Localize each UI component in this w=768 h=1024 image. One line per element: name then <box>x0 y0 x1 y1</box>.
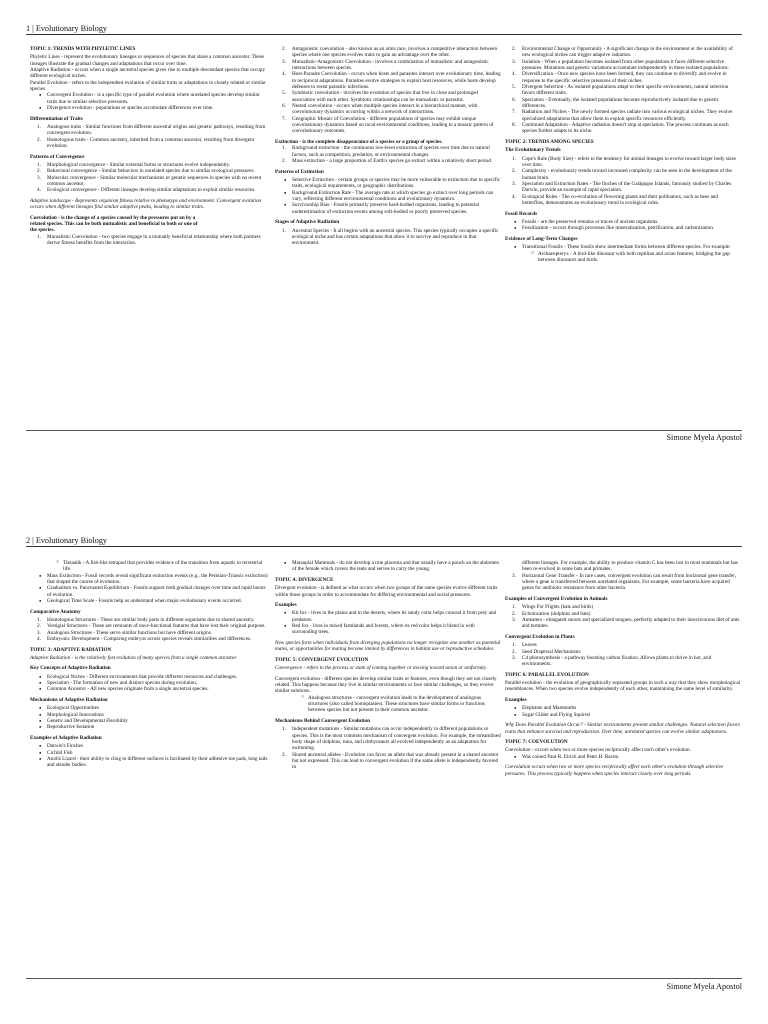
bullet-icon: ● <box>39 585 42 591</box>
list-item-text: Complexity - evolutionary trends toward increased complexity can be seen in the development of the human brain. <box>522 168 732 181</box>
list-item <box>30 598 270 604</box>
list-item <box>30 573 270 586</box>
list-item-text: Common Ancestor - All new species originate from a single ancestral species. <box>47 686 209 693</box>
list-item <box>275 116 501 135</box>
list-number: 7. <box>282 115 286 122</box>
list-item <box>275 103 501 116</box>
section-heading: The Evolutionary Trends <box>505 147 561 154</box>
list-item-text: Divergent Selection - As isolated populations adapt to their specific environments, natural selection favors different traits. <box>522 84 729 97</box>
list-item-text: Ancestral Species - It all begins with an ancestral species. This species typically occupies a specific ecological niche and has certain adaptations that allow it to survive and reproduce in that environment. <box>292 227 499 247</box>
list-number: 6. <box>282 103 286 110</box>
paragraph-line: Coevolution - is the change of a species caused by the pressures put on by a <box>30 214 196 221</box>
list-item-text: Speciation - Eventually, the isolated populations become reproductively isolated due to genetic differences. <box>522 96 720 110</box>
list-item <box>30 105 270 111</box>
bullet-list <box>275 560 501 573</box>
list-item-text: Mutualistic Coevolution - two species engage in a mutually beneficial relationship where both partners derive fitness benefits from the interaction. <box>47 233 261 247</box>
list-item <box>505 109 741 122</box>
section-heading: TOPIC 7: COEVOLUTION <box>505 739 568 746</box>
list-item <box>275 71 501 90</box>
list-number: 2. <box>512 46 516 52</box>
list-number: 1. <box>37 123 41 130</box>
list-item-text: Shared ancestral alleles - Evolution can favor an allele that was already present in a shared ancestor but not expressed. This can lead to convergent evolution if the same allele is independently favored in <box>292 751 499 771</box>
bullet-icon: ● <box>39 686 42 692</box>
list-item <box>275 560 501 573</box>
list-item <box>505 194 741 207</box>
bullet-icon: ○ <box>531 250 535 256</box>
paragraph-line: the species. <box>30 227 55 234</box>
list-number: 1. <box>37 233 41 240</box>
page-header: 1 | Evolutionary Biology <box>26 24 742 35</box>
section-heading: Examples of Adaptive Radiation <box>30 734 102 741</box>
page-footer: Simone Myela Apostol <box>666 433 742 442</box>
paragraph-line: different lineages. For example, the ability to produce vitamin C has been lost in most mammals but has been re-evolved in some bats and primates. <box>522 560 738 573</box>
list-item <box>30 724 270 730</box>
section-heading: Fossil Records <box>505 210 538 217</box>
list-number: 1. <box>37 161 41 168</box>
paragraph <box>505 680 741 693</box>
list-number: 3. <box>512 572 516 579</box>
bullet-list <box>30 560 270 573</box>
list-item <box>30 585 270 598</box>
bullet-list <box>505 705 741 718</box>
list-number: 1. <box>282 227 286 234</box>
list-number: 4. <box>282 71 286 78</box>
section-heading: Examples of Convergent Evolution in Animals <box>505 595 608 602</box>
list-item-text: Mutualistic-Antagonistic Coevolution - involves a combination of mutualistic and antagonistic interactions between species. <box>292 58 489 72</box>
list-item-text: Transitional Fossils - These fossils show intermediate forms between different species. For example: <box>522 244 731 251</box>
list-item-text: Marsupial Mammals - do not develop a true placenta and that usually have a pouch on the abdomen of the female which covers the teats and serves to carry the young. <box>292 560 500 573</box>
list-item <box>505 156 741 169</box>
list-item <box>275 158 501 164</box>
list-number: 3. <box>512 616 516 623</box>
list-item <box>30 756 270 769</box>
section-heading: Key Concepts of Adaptive Radiation <box>30 665 111 672</box>
list-number: 4. <box>512 193 516 200</box>
section-heading: TOPIC 1: TRENDS WITH PHYLETIC LINES <box>30 46 136 52</box>
page-footer: Simone Myela Apostol <box>666 982 742 991</box>
bullet-icon: ● <box>514 225 517 231</box>
list-item-text: Ecological Niches - Different environments that provide different resources and challenges. <box>47 673 238 680</box>
list-number: 4. <box>37 635 41 642</box>
list-item-text: Speciation and Extinction Rates - The finches of the Galápagos Islands, famously studied by Charles Darwin, provide an example of rapid speciation. <box>522 181 732 194</box>
column-2 <box>275 46 501 251</box>
bullet-list <box>505 251 741 264</box>
list-item-text: Cope's Rule (Body Size) - refers to the tendency for animal lineages to evolve toward larger body sizes over time. <box>522 155 736 169</box>
list-item <box>505 168 741 181</box>
list-item <box>30 124 270 137</box>
bullet-icon: ○ <box>56 560 60 565</box>
list-item-text: Behavioral convergence - Similar behaviors in unrelated species due to similar ecological pressures. <box>47 168 255 175</box>
bullet-icon: ○ <box>301 694 305 700</box>
list-item <box>505 712 741 718</box>
list-item-text: Anolis Lizard - their ability to cling to different surfaces is facilitated by their adhesive toe pads, long tails and slender bodies. <box>47 755 268 769</box>
list-item <box>505 71 741 84</box>
list-item <box>275 695 501 714</box>
list-number: 6. <box>512 96 516 103</box>
section-heading: Comparative Anatomy <box>30 608 81 615</box>
list-item-text: Fossils - are the preserved remains or traces of ancient organisms. <box>522 218 659 225</box>
bullet-list <box>275 610 501 635</box>
list-item-text: Host-Parasite Coevolution - occurs when hosts and parasites interact over evolutionary time, leading to reciprocal adaptations. Parasites evolve strategies to exploit host resources, while hosts develop defenses to resist parasitic infections. <box>292 71 501 91</box>
list-item-text: Was coined Paul R. Elrich and Peter H. Raven. <box>522 753 620 760</box>
bullet-icon: ● <box>39 711 42 717</box>
list-item-text: Fossilization - occurs through processes like mineralization, petrification, and carbonization. <box>522 225 715 232</box>
list-number: 3. <box>37 629 41 636</box>
bullet-icon: ● <box>39 755 42 761</box>
list-item-text: Environmental Change or Opportunity - A significant change in the environment or the availability of new ecological niches can trigger adaptive radiation. <box>522 46 733 59</box>
bullet-icon: ● <box>39 724 42 730</box>
list-item-text: Geological Time Scale - Fossils help us understand when major evolutionary events occurred. <box>47 598 242 605</box>
paragraph <box>505 560 741 573</box>
list-number: 2. <box>37 623 41 630</box>
bullet-icon: ● <box>514 244 517 250</box>
list-item-text: Survivorship Bias - Fossils primarily preserve hard-bodied organisms, leading to potential underestimation of extinction events among soft-bodied or poorly preserved species. <box>292 202 480 215</box>
bullet-icon: ● <box>514 705 517 711</box>
list-number: 1. <box>512 604 516 611</box>
list-item <box>30 686 270 692</box>
page-2 <box>0 522 768 1022</box>
paragraph-line: Adaptive Radiation - occurs when a single ancestral species gives rise to multiple descendant species that occupy different ecological niches. <box>30 67 266 80</box>
list-item-text: Selective Extinction - certain groups or species may be more vulnerable to extinction due to specific traits, ecological requirements, or geographic distributions. <box>292 176 501 190</box>
paragraph <box>275 676 501 695</box>
list-number: 2. <box>282 751 286 758</box>
numbered-list <box>30 617 270 642</box>
list-number: 8. <box>512 122 516 129</box>
numbered-list <box>505 46 741 135</box>
list-item <box>275 228 501 247</box>
section-heading: Convergent Evolution in Plants <box>505 633 575 640</box>
list-item <box>505 59 741 72</box>
bullet-list <box>30 743 270 768</box>
list-item-text: Radiation and Niches - The newly formed species radiate into various ecological niches. They evolve specialized adaptations that allow them to exploit specific resources efficiently. <box>522 109 733 122</box>
bullet-icon: ● <box>39 749 42 755</box>
list-item <box>30 636 270 642</box>
list-number: 1. <box>282 726 286 733</box>
column-3 <box>505 560 741 781</box>
section-heading: Stages of Adaptive Radiation <box>275 219 340 226</box>
list-number: 2. <box>37 168 41 175</box>
list-item <box>505 754 741 760</box>
list-item <box>505 97 741 110</box>
section-heading: Examples <box>275 602 297 609</box>
list-item <box>275 90 501 103</box>
list-item-text: Speciation - The formation of new and distinct species during evolution. <box>47 680 198 687</box>
paragraph-line: Convergent evolution - different species develop similar traits or features, even though they are not closely related. This happens because they live in similar environments or face similar challenges, so they evolve similar solutions. <box>275 675 497 695</box>
italic-note: Why Does Parallel Evolution Occur? - Similar environments present similar challenges. Natural selection favors traits that enhance survival and reproduction. Over time, unrelated species can evolve similar adaptations. <box>505 722 741 735</box>
list-item-text: Archaeopteryx - A bird-like dinosaur with both reptilian and avian features, bridging the gap between dinosaurs and birds. <box>538 250 730 263</box>
list-item-text: Background Extinction Rate - The average rate at which species go extinct over long periods can vary, reflecting different environmental conditions and evolutionary dynamics. <box>292 189 494 202</box>
list-number: 2. <box>282 46 286 52</box>
list-item <box>505 84 741 97</box>
list-item-text: Isolation - When a population becomes isolated from other populations it faces different selective pressures. Mutations and genetic variations accumulate independently in these isolated populations. <box>522 58 729 72</box>
list-item <box>30 175 270 188</box>
list-item-text: Cichlid Fish <box>47 749 73 756</box>
bullet-icon: ● <box>284 176 287 182</box>
bullet-icon: ● <box>39 717 42 723</box>
footer-divider <box>26 978 742 979</box>
numbered-list <box>505 642 741 667</box>
list-number: 2. <box>512 610 516 617</box>
section-heading: Examples <box>505 696 527 703</box>
footer-divider <box>26 430 742 431</box>
section-heading: TOPIC 5: CONVERGENT EVOLUTION <box>275 656 369 663</box>
list-item-text: Geographic Mosaic of Coevolution - different populations of species may exhibit unique coevolutionary dynamics based on local environmental conditions, leading to a mosaic pattern of coevolutionary outcomes. <box>292 115 494 135</box>
list-number: 1. <box>512 642 516 649</box>
bullet-icon: ● <box>514 753 517 759</box>
italic-note: Coevolution occurs when two or more species reciprocally affect each other's evolution through selective pressures. This process typically happens when species interact closely over long periods. <box>505 764 724 777</box>
list-item <box>505 122 741 135</box>
list-number: 1. <box>282 145 286 152</box>
list-item-text: C4 photosynthesis - a pathway boosting carbon fixation. Allows plants to thrive in hot, arid environments. <box>522 654 712 668</box>
numbered-list <box>30 234 270 247</box>
italic-note: Adaptive Radiation - is the relatively fast evolution of many species from a single common ancestor. <box>30 654 238 661</box>
bullet-icon: ● <box>39 572 42 578</box>
section-heading: Mechanisms Behind Convergent Evolution <box>275 718 370 724</box>
list-item-text: Morphological convergence - Similar external forms or structures evolve independently. <box>47 161 231 168</box>
list-number: 7. <box>512 109 516 116</box>
page-1 <box>0 10 768 510</box>
list-item-text: Homologous Structures - These are similar body parts in different organisms due to shared ancestry. <box>47 616 255 623</box>
list-item <box>505 617 741 630</box>
bullet-icon: ● <box>39 743 42 749</box>
bullet-icon: ● <box>284 610 287 616</box>
list-number: 3. <box>512 181 516 188</box>
list-number: 3. <box>37 174 41 181</box>
list-item-text: Vestigial Structures - These are remnants of once-functional features that have lost their original purpose. <box>47 623 266 630</box>
bullet-icon: ● <box>39 105 42 111</box>
numbered-list <box>505 604 741 629</box>
section-heading: TOPIC 2: TRENDS AMONG SPECIES <box>505 139 594 145</box>
list-item-text: Nested coevolution - occurs when multiple species interact in a hierarchical manner, with coevolutionary dynamics occurring within a network of interactions. <box>292 103 478 116</box>
bullet-icon: ● <box>514 711 517 717</box>
bullet-icon: ● <box>284 560 287 565</box>
bullet-icon: ● <box>514 218 517 224</box>
list-item-text: Seed Dispersal Mechanisms <box>522 648 581 655</box>
list-number: 2. <box>512 168 516 175</box>
paragraph <box>30 54 270 92</box>
list-item <box>30 137 270 150</box>
list-item-text: Echolocation (dolphins and bats) <box>522 610 591 617</box>
list-item-text: Genetic and Developmental Flexibility <box>47 717 128 724</box>
numbered-list <box>505 573 741 592</box>
paragraph-line: Extinction - is the complete disappearance of a species or a group of species. <box>275 139 443 145</box>
section-heading: Patterns of Extinction <box>275 168 324 175</box>
list-item-text: Diversification - Once new species have been formed, they can continue to diversify and evolve in response to the specific selective pressures of their niches. <box>522 71 727 84</box>
list-number: 1. <box>512 155 516 162</box>
list-item-text: Morphological Innovations <box>47 711 104 718</box>
list-item-text: Red fox - lives in mixed farmlands and forests, where its red color helps it blend in with surrounding trees. <box>292 623 475 636</box>
paragraph-line: Divergent evolution - is defined as what occurs when two groups of the same species evolve different traits within those groups in order to accommodate for differing environmental and social pressures. <box>275 585 498 598</box>
list-number: 3. <box>512 654 516 661</box>
bullet-icon: ● <box>284 623 287 629</box>
bullet-list <box>30 573 270 605</box>
list-item <box>505 181 741 194</box>
list-number: 4. <box>512 71 516 78</box>
list-item-text: Analogous structures - convergent evolution leads to the development of analogous structures (also called homoplasies). These structures have similar forms or functions between species but not present in their common ancestor. <box>308 694 485 714</box>
list-item-text: Ecological Opportunities <box>47 705 100 712</box>
list-item-text: Elephants and Mammoths <box>522 705 577 712</box>
list-item-text: Background extinction - the continuous low-level extinction of species over time due to natural factors, such as competition, predation, or environmental changes. <box>292 145 490 158</box>
numbered-list <box>275 228 501 247</box>
list-item <box>30 234 270 247</box>
list-item <box>505 251 741 264</box>
italic-note: Adaptive landscape - Represents organism fitness relative to phenotype and environment. Convergent evolution occurs when different lineages find similar adaptive peaks, leading to similar traits. <box>30 197 262 211</box>
list-item <box>275 726 501 751</box>
italic-note: New species form when individuals from diverging populations no longer recognize one another as potential mates, or opportunities for mating become limited by differences in habitat use or reproductive schedules <box>275 640 501 653</box>
column-3 <box>505 46 741 267</box>
list-item <box>30 92 270 105</box>
list-item <box>275 46 501 59</box>
column-1 <box>30 560 270 773</box>
list-item <box>275 59 501 72</box>
column-1 <box>30 46 270 251</box>
list-item-text: Molecular convergence - Similar molecular mechanisms or genetic sequences in species with no recent common ancestor. <box>47 174 262 187</box>
bullet-icon: ● <box>39 680 42 686</box>
bullet-list <box>275 695 501 714</box>
list-item-text: Reproductive Isolation <box>47 724 95 731</box>
list-item-text: Convergent Evolution - is a specific type of parallel evolution where unrelated species develop similar traits due to similar selective pressures. <box>47 92 260 105</box>
list-item-text: Homologous traits - Common ancestry, inherited from a common ancestor, resulting from divergent evolution. <box>47 136 255 149</box>
list-number: 1. <box>37 616 41 623</box>
list-number: 2. <box>282 158 286 165</box>
list-number: 2. <box>37 136 41 143</box>
paragraph-line: Coevolution - occurs when two or more species reciprocally affect each other's evolution. <box>505 747 691 754</box>
bullet-list <box>30 705 270 730</box>
numbered-list <box>30 124 270 149</box>
section-heading: Patterns of Convergence <box>30 153 85 160</box>
list-item-text: Analogous Structures - These serve similar functions but have different origins. <box>47 629 213 636</box>
bullet-list <box>275 177 501 215</box>
list-item <box>30 187 270 193</box>
list-item <box>275 190 501 203</box>
list-item-text: Mass extinction - a large proportion of Earth's species go extinct within a relatively short period. <box>292 158 493 165</box>
list-number: 3. <box>512 58 516 65</box>
list-item-text: Gradualism vs. Punctuated Equilibrium - Fossils support both gradual changes over time and rapid bursts of evolution. <box>47 585 266 598</box>
list-item <box>275 177 501 190</box>
paragraph-line: related species. This can be both mutualistic and beneficial to both or one of <box>30 221 198 227</box>
list-item <box>505 573 741 592</box>
list-number: 3. <box>282 58 286 65</box>
list-item <box>275 610 501 623</box>
section-heading: Differentiation of Traits <box>30 115 83 122</box>
list-item-text: Sugar Glider and Flying Squirrel <box>522 711 591 718</box>
section-heading: TOPIC 3: ADAPTIVE RADIATION <box>30 646 112 653</box>
bullet-icon: ● <box>39 92 42 98</box>
list-item-text: Embryonic Development - Comparing embryos across species reveals similarities and differences. <box>47 635 252 642</box>
page-header: 2 | Evolutionary Biology <box>26 536 742 547</box>
bullet-icon: ● <box>284 189 287 195</box>
bullet-list <box>505 754 741 760</box>
list-item-text: Anteaters - elongated snouts and specialized tongues, perfectly adapted to their insectivorous diet of ants and termites. <box>522 616 740 630</box>
italic-note: Convergence - refers to the process or state of coming together or moving toward union or uniformity. <box>275 665 488 672</box>
list-item-text: Kit fox - lives in the plains and in the deserts, where its sandy color helps conceal it from prey and predators. <box>292 610 497 623</box>
list-item <box>505 46 741 59</box>
list-number: 5. <box>282 90 286 97</box>
list-item-text: Mass Extinction - Fossil records reveal significant extinction events (e.g., the Permian-Triassic extinction) that shaped the course of evolution. <box>47 572 268 586</box>
section-heading: TOPIC 4: DIVERGENCE <box>275 576 334 583</box>
column-2 <box>275 560 501 775</box>
list-number: 2. <box>512 648 516 655</box>
bullet-list <box>30 92 270 111</box>
paragraph-line: Phyletic Lines - represent the evolutionary lineages or sequences of species that share a common ancestor. These lineages illustrate the gradual changes and adaptations that occur over time. <box>30 54 264 67</box>
numbered-list <box>275 726 501 770</box>
list-item-text: Independent mutations - Similar mutations can occur independently in different populations or species. This is the most common mechanism of convergent evolution. For example, the streamlined body shape of dolphins, tuna, and ichthyosaurs all evolved independently as an adaptation for swimming. <box>292 726 501 752</box>
numbered-list <box>30 162 270 194</box>
list-item-text: Tiktaalik - A fish-like tetrapod that provides evidence of the transition from aquatic to terrestrial life. <box>63 560 263 573</box>
section-heading: Evidence of Long-Term Changes <box>505 235 578 242</box>
list-item <box>30 560 270 573</box>
paragraph <box>275 585 501 598</box>
list-item <box>275 145 501 158</box>
paragraph-line: Parallel evolution - the evolution of geographically separated groups in such a way that they show morphological resemblances. When two species evolve independently of each other, maintaining the same level of similarity. <box>505 680 741 693</box>
bullet-icon: ● <box>39 673 42 679</box>
list-item <box>505 225 741 231</box>
list-number: 5. <box>512 84 516 91</box>
bullet-list <box>505 219 741 232</box>
bullet-icon: ● <box>284 202 287 208</box>
list-item <box>275 202 501 215</box>
list-item-text: Continued Adaptation - Adaptive radiation doesn't stop at speciation. The process continues as each species further adapts to its niche. <box>522 122 729 135</box>
list-item <box>275 623 501 636</box>
bullet-icon: ● <box>39 598 42 604</box>
section-heading: TOPIC 6: PARALLEL EVOLUTION <box>505 671 589 678</box>
bullet-list <box>30 674 270 693</box>
numbered-list <box>505 156 741 207</box>
list-item-text: Horizontal Gene Transfer - In rare cases, convergent evolution can result from horizontal gene transfer, where a gene is transferred between unrelated organisms. For example, some bacteria have acquired genes for antibiotic resistance from other bacteria. <box>522 572 737 592</box>
list-item <box>505 655 741 668</box>
numbered-list <box>275 46 501 135</box>
list-item-text: Ecological convergence - Different lineages develop similar adaptations to exploit similar resources. <box>47 187 256 194</box>
list-number: 4. <box>37 187 41 194</box>
list-item-text: Darwin's Finches <box>47 743 83 750</box>
list-item-text: Antagonistic coevolution - also known as an arms race, involves a competitive interaction between species where one species evolves traits to gain an advantage over the other. <box>292 46 498 59</box>
section-heading: Mechanisms of Adaptive Radiation <box>30 696 108 703</box>
list-item-text: Ecological Roles - The co-evolution of flowering plants and their pollinators, such as bees and butterflies, demonstrates an evolutionary trend in ecological roles. <box>522 193 718 207</box>
list-item-text: Analogous traits - Similar functions from different ancestral origins and genetic pathways, resulting from convergent evolution. <box>47 123 266 137</box>
numbered-list <box>275 145 501 164</box>
list-item-text: Symbiotic coevolution - involves the evolution of species that live in close and prolonged association with each other. Symbiotic relationships can be mutualistic or parasitic. <box>292 90 478 103</box>
list-item-text: Divergence evolution - populations or species accumulate differences over time. <box>47 105 214 112</box>
list-item <box>275 752 501 771</box>
list-item-text: Leaves <box>522 642 537 649</box>
bullet-icon: ● <box>39 705 42 711</box>
paragraph-line: Parallel Evolution - refers to the independent evolution of similar traits or adaptations in closely related or similar species. <box>30 79 266 93</box>
list-item-text: Wings For Flights (bats and birds) <box>522 604 594 611</box>
bold-definition <box>30 215 270 234</box>
